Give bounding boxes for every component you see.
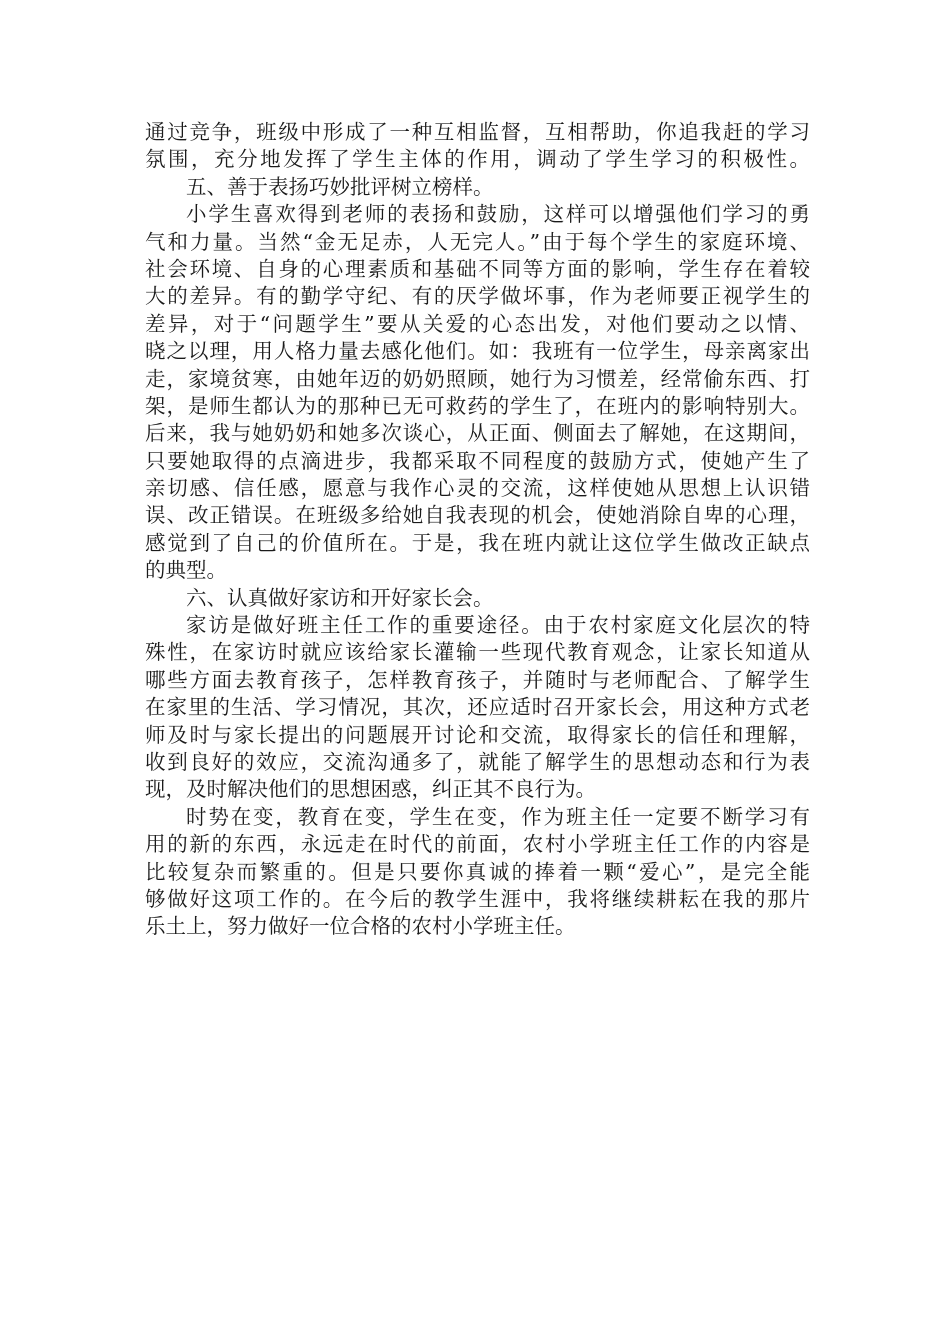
text-line: 氛围，充分地发挥了学生主体的作用，调动了学生学习的积极性。: [145, 147, 810, 172]
section-heading: 六、认真做好家访和开好家长会。: [186, 585, 494, 610]
text-line: 收到良好的效应，交流沟通多了，就能了解学生的思想动态和行为表: [145, 749, 810, 774]
text-line: 现，及时解决他们的思想困惑，纠正其不良行为。: [145, 777, 596, 802]
text-line: 师及时与家长提出的问题展开讨论和交流，取得家长的信任和理解，: [145, 722, 810, 747]
text-line: 通过竞争，班级中形成了一种互相监督，互相帮助，你追我赶的学习: [145, 120, 810, 144]
text-line: 用的新的东西，永远走在时代的前面，农村小学班主任工作的内容是: [145, 832, 810, 857]
text-line: 误、改正错误。在班级多给她自我表现的机会，使她消除自卑的心理，: [145, 503, 810, 528]
section-heading: 五、善于表扬巧妙批评树立榜样。: [186, 174, 494, 199]
text-line: 哪些方面去教育孩子，怎样教育孩子，并随时与老师配合、了解学生: [145, 667, 810, 692]
text-line: 乐土上，努力做好一位合格的农村小学班主任。: [145, 914, 576, 939]
text-line: 气和力量。当然“金无足赤，人无完人。”由于每个学生的家庭环境、: [145, 229, 810, 254]
text-line: 大的差异。有的勤学守纪、有的厌学做坏事，作为老师要正视学生的: [145, 284, 810, 309]
text-line: 时势在变，教育在变，学生在变，作为班主任一定要不断学习有: [186, 804, 810, 829]
text-line: 够做好这项工作的。在今后的教学生涯中，我将继续耕耘在我的那片: [145, 886, 810, 911]
text-line: 社会环境、自身的心理素质和基础不同等方面的影响，学生存在着较: [145, 256, 810, 281]
text-line: 晓之以理，用人格力量去感化他们。如：我班有一位学生，母亲离家出: [145, 339, 810, 364]
text-line: 殊性，在家访时就应该给家长灌输一些现代教育观念，让家长知道从: [145, 640, 810, 665]
text-line: 在家里的生活、学习情况，其次，还应适时召开家长会，用这种方式老: [145, 695, 810, 720]
text-line: 小学生喜欢得到老师的表扬和鼓励，这样可以增强他们学习的勇: [186, 202, 810, 227]
text-line: 家访是做好班主任工作的重要途径。由于农村家庭文化层次的特: [186, 613, 810, 638]
text-line: 架，是师生都认为的那种已无可救药的学生了，在班内的影响特别大。: [145, 393, 810, 418]
text-line: 比较复杂而繁重的。但是只要你真诚的捧着一颗“爱心”，是完全能: [145, 859, 810, 884]
text-line: 亲切感、信任感，愿意与我作心灵的交流，这样使她从思想上认识错: [145, 476, 810, 501]
text-line: 差异，对于“问题学生”要从关爱的心态出发，对他们要动之以情、: [145, 311, 810, 336]
text-line: 走，家境贫寒，由她年迈的奶奶照顾，她行为习惯差，经常偷东西、打: [145, 366, 810, 391]
text-line: 只要她取得的点滴进步，我都采取不同程度的鼓励方式，使她产生了: [145, 448, 810, 473]
text-line: 感觉到了自己的价值所在。于是，我在班内就让这位学生做改正缺点: [145, 530, 810, 555]
text-line: 后来，我与她奶奶和她多次谈心，从正面、侧面去了解她，在这期间，: [145, 421, 810, 446]
document-body: [145, 119, 810, 941]
text-line: 的典型。: [145, 558, 227, 583]
